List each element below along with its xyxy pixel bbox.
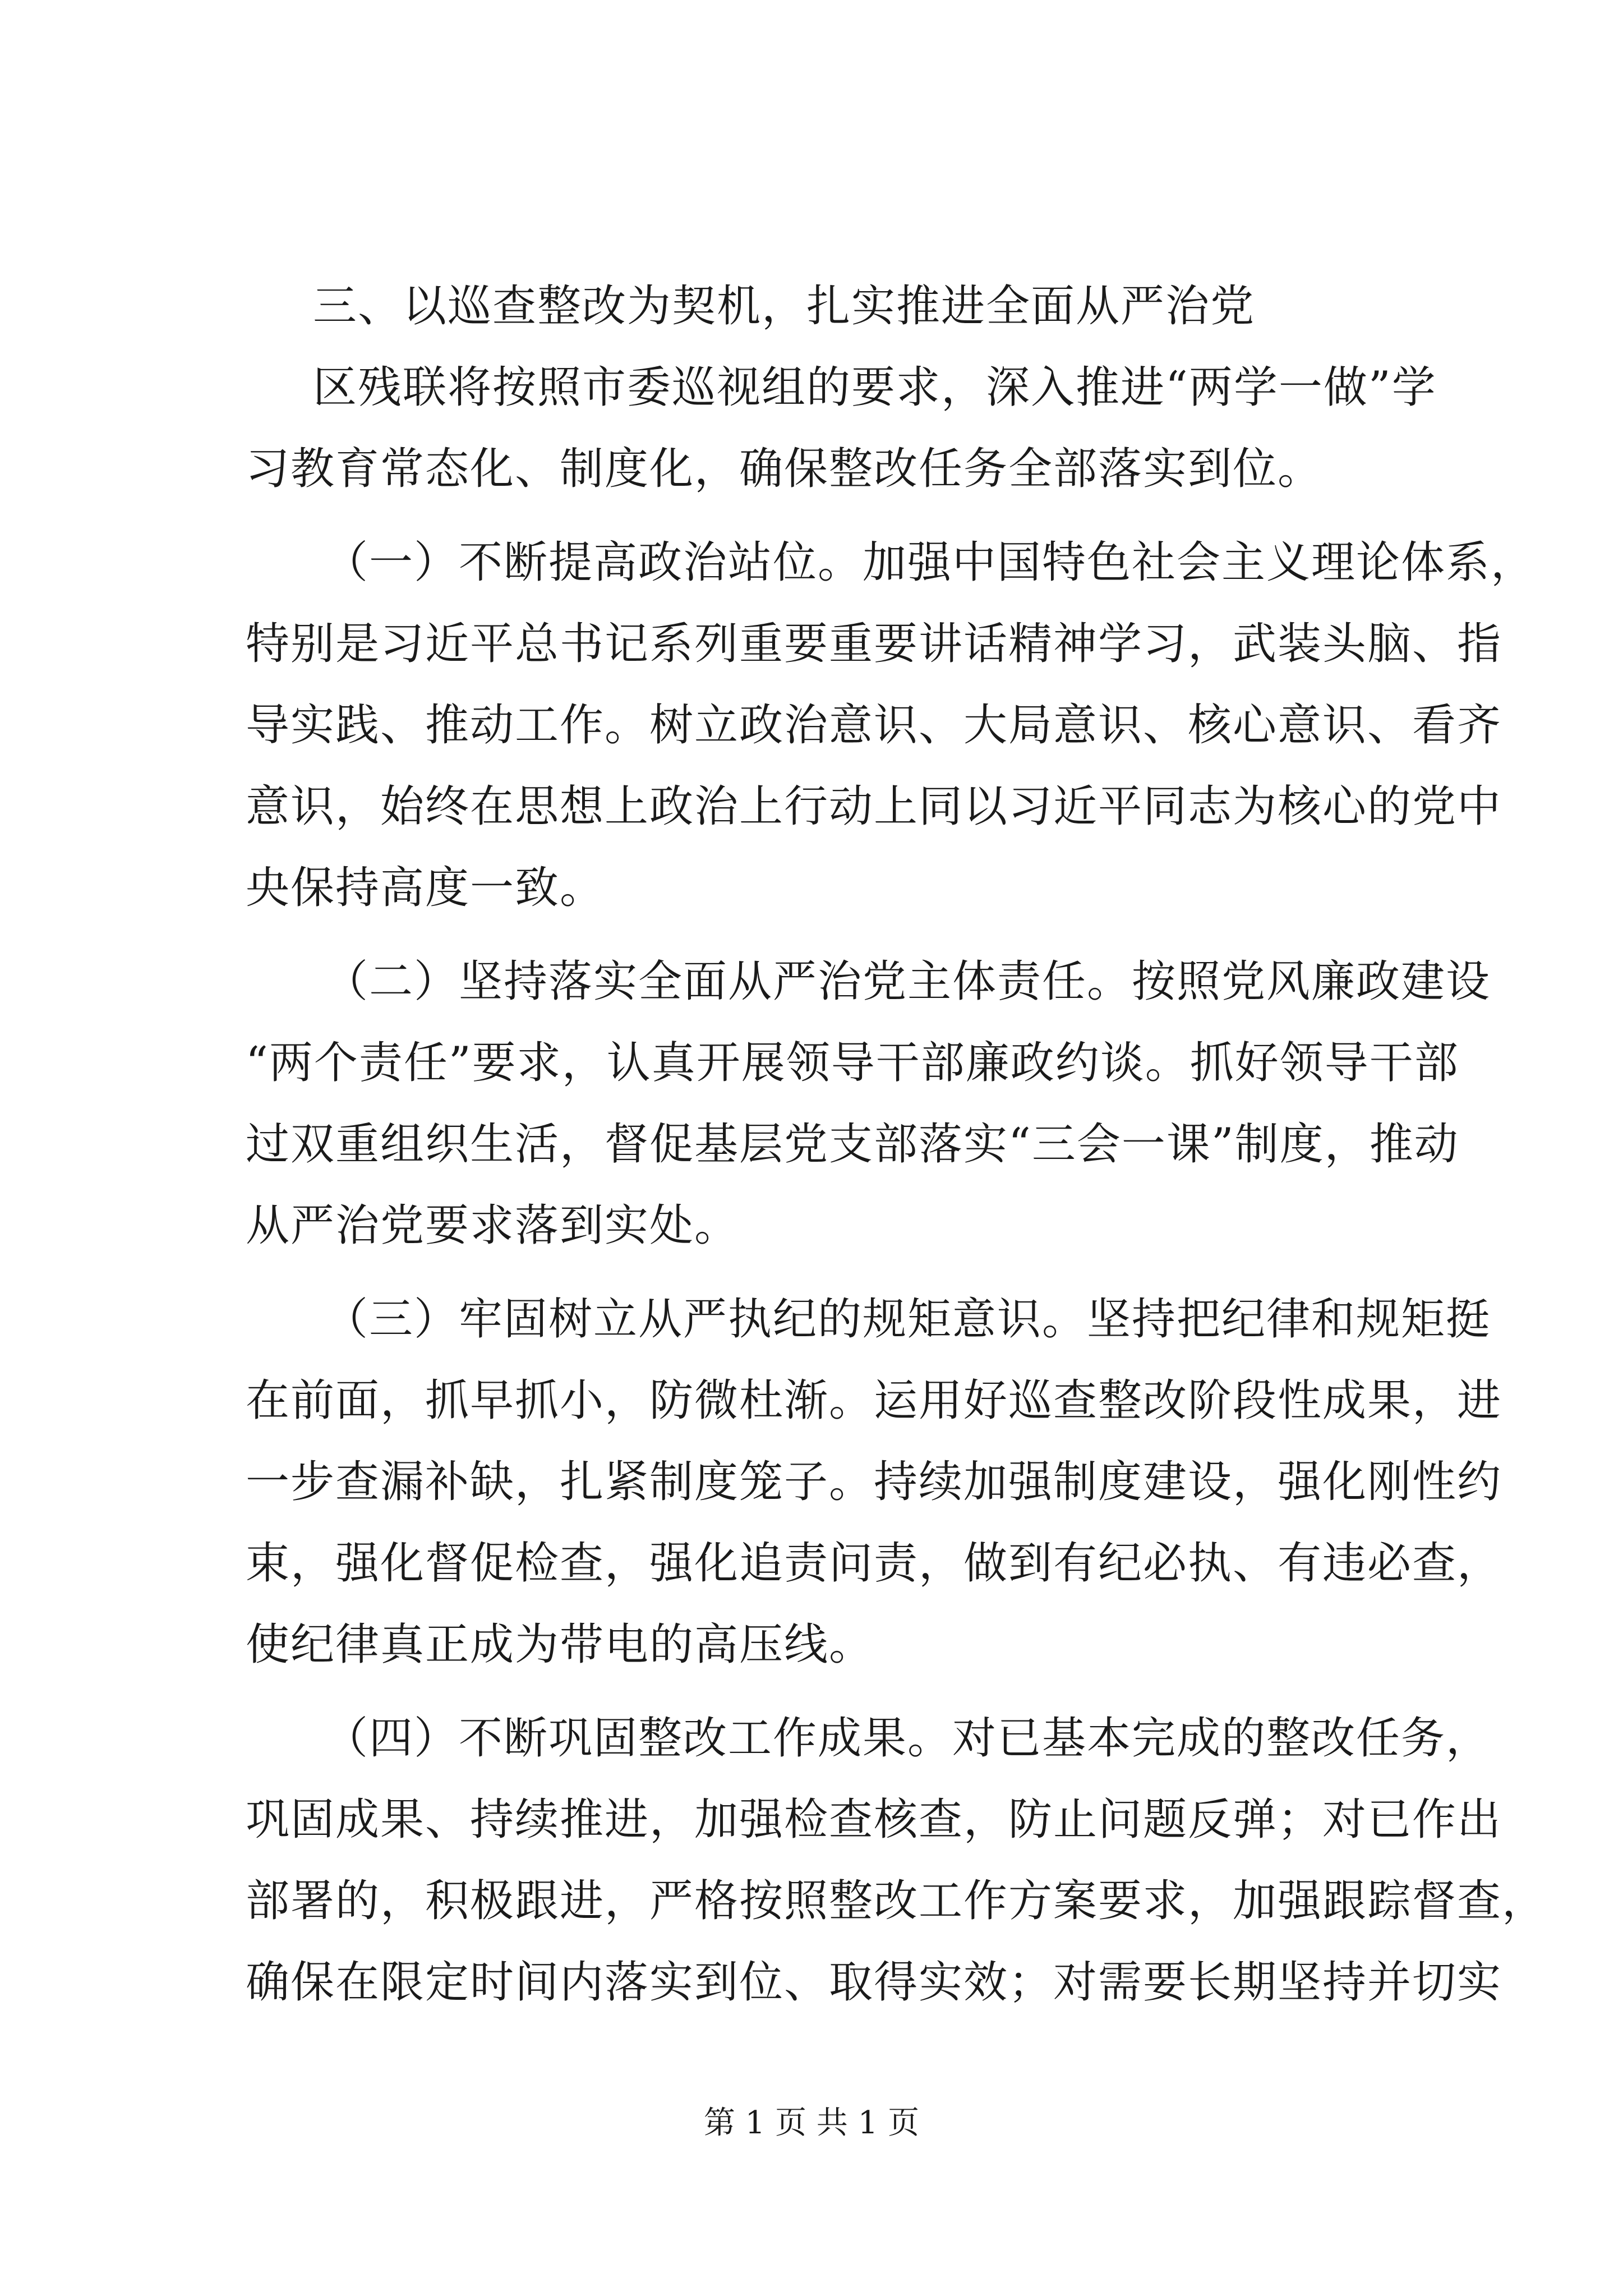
paragraph-line: 央保持高度一致。	[246, 863, 605, 913]
paragraph-line: 习教育常态化、制度化，确保整改任务全部落实到位。	[246, 444, 1323, 494]
paragraph-line: 从严治党要求落到实处。	[246, 1200, 740, 1251]
section-heading: 三、以巡查整改为契机，扎实推进全面从严治党	[313, 281, 1256, 332]
paragraph-line: 过双重组织生活，督促基层党支部落实“三会一课”制度，推动	[246, 1119, 1459, 1170]
paragraph-line: 一步查漏补缺，扎紧制度笼子。持续加强制度建设，强化刚性约	[246, 1457, 1502, 1507]
paragraph-line: （一）不断提高政治站位。加强中国特色社会主义理论体系，	[324, 537, 1536, 588]
paragraph-line: 部署的，积极跟进，严格按照整改工作方案要求，加强跟踪督查，	[246, 1876, 1547, 1926]
paragraph-line: 特别是习近平总书记系列重要重要讲话精神学习，武装头脑、指	[246, 619, 1502, 669]
paragraph-line: “两个责任”要求，认真开展领导干部廉政约谈。抓好领导干部	[246, 1038, 1459, 1088]
paragraph-line: （三）牢固树立从严执纪的规矩意识。坚持把纪律和规矩挺	[324, 1294, 1491, 1345]
paragraph-line: 意识，始终在思想上政治上行动上同以习近平同志为核心的党中	[246, 781, 1502, 832]
paragraph-line: 导实践、推动工作。树立政治意识、大局意识、核心意识、看齐	[246, 700, 1502, 751]
page-number-footer: 第 1 页 共 1 页	[703, 2105, 920, 2141]
paragraph-line: 确保在限定时间内落实到位、取得实效；对需要长期坚持并切实	[246, 1957, 1502, 2008]
paragraph-line: 使纪律真正成为带电的高压线。	[246, 1619, 874, 1670]
paragraph-line: 区残联将按照市委巡视组的要求，深入推进“两学一做”学	[313, 362, 1437, 413]
paragraph-line: 在前面，抓早抓小，防微杜渐。运用好巡查整改阶段性成果，进	[246, 1375, 1502, 1426]
paragraph-line: 巩固成果、持续推进，加强检查核查，防止问题反弹；对已作出	[246, 1795, 1502, 1845]
paragraph-line: 束，强化督促检查，强化追责问责，做到有纪必执、有违必查，	[246, 1538, 1502, 1589]
paragraph-line: （四）不断巩固整改工作成果。对已基本完成的整改任务，	[324, 1713, 1491, 1764]
document-body	[246, 266, 1547, 2023]
paragraph-line: （二）坚持落实全面从严治党主体责任。按照党风廉政建设	[324, 956, 1491, 1007]
